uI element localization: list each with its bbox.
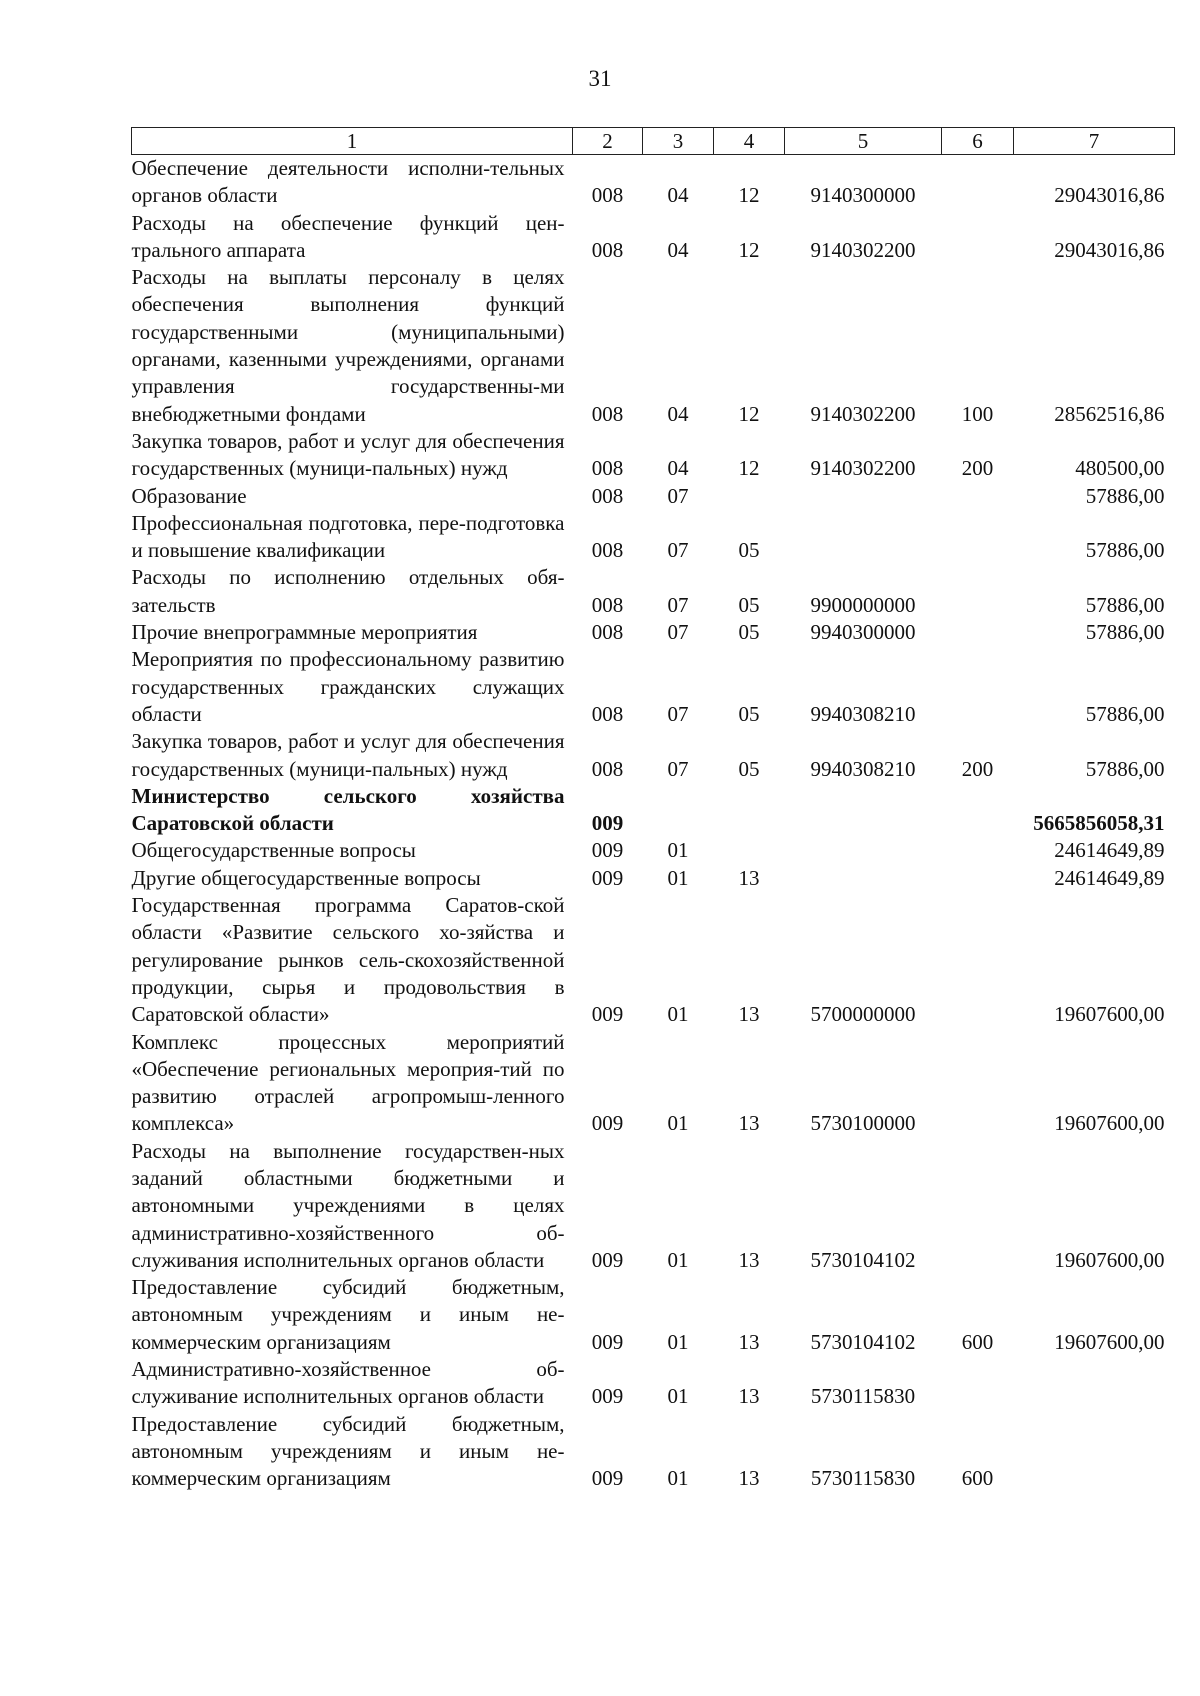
column-header: 6 (942, 128, 1014, 155)
row-code-4: 13 (738, 1329, 760, 1354)
row-amount: 19607600,00 (1054, 1247, 1165, 1272)
row-code-2: 008 (591, 592, 624, 617)
row-code-3: 07 (667, 756, 689, 781)
row-name: Другие общегосударственные вопросы (131, 865, 481, 890)
row-code-6 (942, 1029, 1014, 1138)
table-row (132, 264, 1175, 428)
row-code-5: 9140302200 (810, 456, 916, 481)
row-code-2: 009 (591, 1111, 624, 1136)
row-code-4: 13 (738, 1384, 760, 1409)
row-code-3: 04 (667, 237, 689, 262)
row-code-5: 5730100000 (810, 1111, 916, 1136)
table-row (132, 1356, 1175, 1411)
table-row (132, 728, 1175, 783)
table-row (132, 428, 1175, 483)
column-header: 1 (132, 128, 573, 155)
row-amount: 24614649,89 (1054, 838, 1165, 863)
row-name: Предоставление субсидий бюджетным, автономным учреждениям и иным не-коммерческим организациям (131, 1411, 565, 1491)
row-code-5: 9940300000 (810, 620, 916, 645)
row-code-6: 200 (961, 756, 994, 781)
table-row (132, 483, 1175, 510)
row-code-3: 07 (667, 538, 689, 563)
row-amount: 19607600,00 (1054, 1002, 1165, 1027)
table-row (132, 1411, 1175, 1493)
row-code-3: 04 (667, 183, 689, 208)
row-name: Общегосударственные вопросы (131, 838, 416, 863)
table-row (132, 510, 1175, 565)
row-amount: 57886,00 (1085, 592, 1165, 617)
table-row (132, 619, 1175, 646)
row-code-5: 9900000000 (810, 592, 916, 617)
row-code-5: 9140302200 (810, 401, 916, 426)
row-code-5: 9140302200 (810, 237, 916, 262)
row-code-6 (942, 210, 1014, 265)
row-code-2: 008 (591, 183, 624, 208)
column-header: 4 (714, 128, 785, 155)
row-name: Мероприятия по профессиональному развитию государственных гражданских служащих области (131, 647, 565, 726)
row-amount (1014, 1411, 1175, 1493)
row-code-6 (942, 1356, 1014, 1411)
row-code-4: 13 (738, 1002, 760, 1027)
row-code-4: 05 (738, 592, 760, 617)
table-row (132, 865, 1175, 892)
row-code-2: 008 (591, 483, 624, 508)
row-name: Закупка товаров, работ и услуг для обеспечения государственных (муници-пальных) нужд (131, 428, 565, 481)
row-name: Закупка товаров, работ и услуг для обеспечения государственных (муници-пальных) нужд (131, 729, 565, 781)
row-code-5: 9940308210 (810, 701, 916, 726)
row-code-6: 100 (961, 401, 994, 426)
row-code-6 (942, 646, 1014, 728)
row-amount: 5665856058,31 (1033, 811, 1165, 836)
row-code-4: 12 (738, 183, 760, 208)
row-code-4: 05 (738, 538, 760, 563)
row-code-5 (785, 483, 942, 510)
row-code-4: 05 (738, 701, 760, 726)
row-code-3: 01 (667, 1329, 689, 1354)
table-row (132, 1138, 1175, 1274)
row-code-2: 008 (591, 538, 624, 563)
row-code-3: 01 (667, 1466, 689, 1491)
row-code-3: 07 (667, 592, 689, 617)
table-row (132, 155, 1175, 210)
row-amount: 19607600,00 (1054, 1111, 1165, 1136)
row-amount: 24614649,89 (1054, 865, 1165, 890)
row-code-4: 12 (738, 401, 760, 426)
row-code-6 (942, 564, 1014, 619)
row-code-3: 01 (667, 1002, 689, 1027)
row-code-3: 07 (667, 701, 689, 726)
row-code-2: 008 (591, 401, 624, 426)
row-code-6 (942, 483, 1014, 510)
column-header: 5 (785, 128, 942, 155)
row-code-2: 009 (591, 1384, 624, 1409)
row-name: Предоставление субсидий бюджетным, автономным учреждениям и иным не-коммерческим организациям (131, 1275, 565, 1354)
row-code-6 (942, 892, 1014, 1028)
table-row (132, 646, 1175, 728)
row-code-5: 9940308210 (810, 756, 916, 781)
page-number: 31 (588, 66, 612, 91)
row-code-4: 05 (738, 620, 760, 645)
row-code-3: 01 (667, 1111, 689, 1136)
table-row (132, 1274, 1175, 1356)
row-name: Образование (131, 483, 247, 508)
row-code-5: 5700000000 (810, 1002, 916, 1027)
row-code-3: 01 (667, 1384, 689, 1409)
column-header: 7 (1014, 128, 1175, 155)
row-name: Обеспечение деятельности исполни-тельных органов области (131, 156, 565, 208)
table-header-row (132, 128, 1175, 155)
row-code-3: 04 (667, 401, 689, 426)
row-amount: 57886,00 (1085, 756, 1165, 781)
row-code-6: 600 (961, 1329, 994, 1354)
row-code-3: 07 (667, 483, 689, 508)
row-code-2: 009 (591, 838, 624, 863)
row-code-5: 5730115830 (810, 1384, 916, 1409)
row-amount: 28562516,86 (1054, 401, 1165, 426)
row-amount (1014, 1356, 1175, 1411)
row-name: Комплекс процессных мероприятий «Обеспечение региональных мероприя-тий по развитию отраслей агропромыш-ленного комплекса» (131, 1029, 565, 1136)
row-amount: 57886,00 (1085, 483, 1165, 508)
row-code-4: 13 (738, 1466, 760, 1491)
row-name: Расходы на выполнение государствен-ных заданий областными бюджетными и автономными учреждениями в целях административно-хозяйственного об-служивания исполнительных органов области (131, 1138, 565, 1272)
row-name: Административно-хозяйственное об-служивание исполнительных органов области (131, 1357, 565, 1409)
table-row (132, 1029, 1175, 1138)
row-code-5 (785, 865, 942, 892)
row-code-4: 13 (738, 1111, 760, 1136)
row-code-4: 13 (738, 1247, 760, 1272)
row-code-2: 008 (591, 701, 624, 726)
row-code-6 (942, 783, 1014, 838)
row-code-4: 12 (738, 237, 760, 262)
row-code-2: 008 (591, 237, 624, 262)
row-amount: 29043016,86 (1054, 183, 1165, 208)
row-amount: 57886,00 (1085, 701, 1165, 726)
row-amount: 57886,00 (1085, 538, 1165, 563)
row-code-3: 07 (667, 620, 689, 645)
row-name: Расходы по исполнению отдельных обя-зательств (131, 565, 565, 617)
row-code-6 (942, 837, 1014, 864)
table-row (132, 564, 1175, 619)
row-code-6 (942, 1138, 1014, 1274)
row-code-3 (643, 783, 714, 838)
row-code-4: 13 (738, 865, 760, 890)
row-amount: 19607600,00 (1054, 1329, 1165, 1354)
row-code-4 (714, 483, 785, 510)
row-code-4: 12 (738, 456, 760, 481)
row-code-6: 200 (961, 456, 994, 481)
row-code-5 (785, 783, 942, 838)
row-code-2: 009 (591, 1466, 624, 1491)
row-code-6 (942, 510, 1014, 565)
row-name: Профессиональная подготовка, пере-подготовка и повышение квалификации (131, 510, 565, 563)
row-amount: 29043016,86 (1054, 237, 1165, 262)
row-name: Прочие внепрограммные мероприятия (131, 620, 478, 645)
table-row (132, 892, 1175, 1028)
row-code-5 (785, 510, 942, 565)
row-name: Расходы на обеспечение функций цен-трального аппарата (131, 210, 565, 262)
row-code-5: 5730115830 (810, 1466, 916, 1491)
row-code-4: 05 (738, 756, 760, 781)
row-code-4 (714, 783, 785, 838)
row-amount: 480500,00 (1075, 456, 1165, 481)
row-code-5: 9140300000 (810, 183, 916, 208)
row-name: Расходы на выплаты персоналу в целях обеспечения выполнения функций государственными (муниципальными) органами, казенными учреждениями, органами управления государственны-ми внебюджетными фондами (131, 265, 565, 426)
table-row (132, 210, 1175, 265)
row-code-3: 04 (667, 456, 689, 481)
row-code-4 (714, 837, 785, 864)
row-name: Министерство сельского хозяйства Саратовской области (131, 783, 565, 836)
row-code-2: 009 (591, 865, 624, 890)
row-code-3: 01 (667, 1247, 689, 1272)
column-header: 3 (643, 128, 714, 155)
row-code-2: 009 (591, 1002, 624, 1027)
table-body (132, 155, 1175, 1493)
row-code-2: 008 (591, 756, 624, 781)
table-row (132, 837, 1175, 864)
row-amount: 57886,00 (1085, 620, 1165, 645)
row-code-6 (942, 865, 1014, 892)
column-header: 2 (573, 128, 643, 155)
budget-table (131, 127, 1175, 1493)
row-code-3: 01 (667, 838, 689, 863)
row-code-5: 5730104102 (810, 1329, 916, 1354)
row-code-2: 009 (591, 1329, 624, 1354)
row-code-6 (942, 155, 1014, 210)
row-code-5: 5730104102 (810, 1247, 916, 1272)
row-code-2: 009 (591, 1247, 624, 1272)
row-name: Государственная программа Саратов-ской области «Развитие сельского хо-зяйства и регулирование рынков сель-скохозяйственной продукции, сырья и продовольствия в Саратовской области» (131, 893, 565, 1027)
table-row (132, 783, 1175, 838)
row-code-3: 01 (667, 865, 689, 890)
row-code-6: 600 (961, 1466, 994, 1491)
row-code-5 (785, 837, 942, 864)
row-code-2: 008 (591, 456, 624, 481)
row-code-6 (942, 619, 1014, 646)
row-code-2: 008 (591, 620, 624, 645)
row-code-2: 009 (591, 811, 624, 836)
